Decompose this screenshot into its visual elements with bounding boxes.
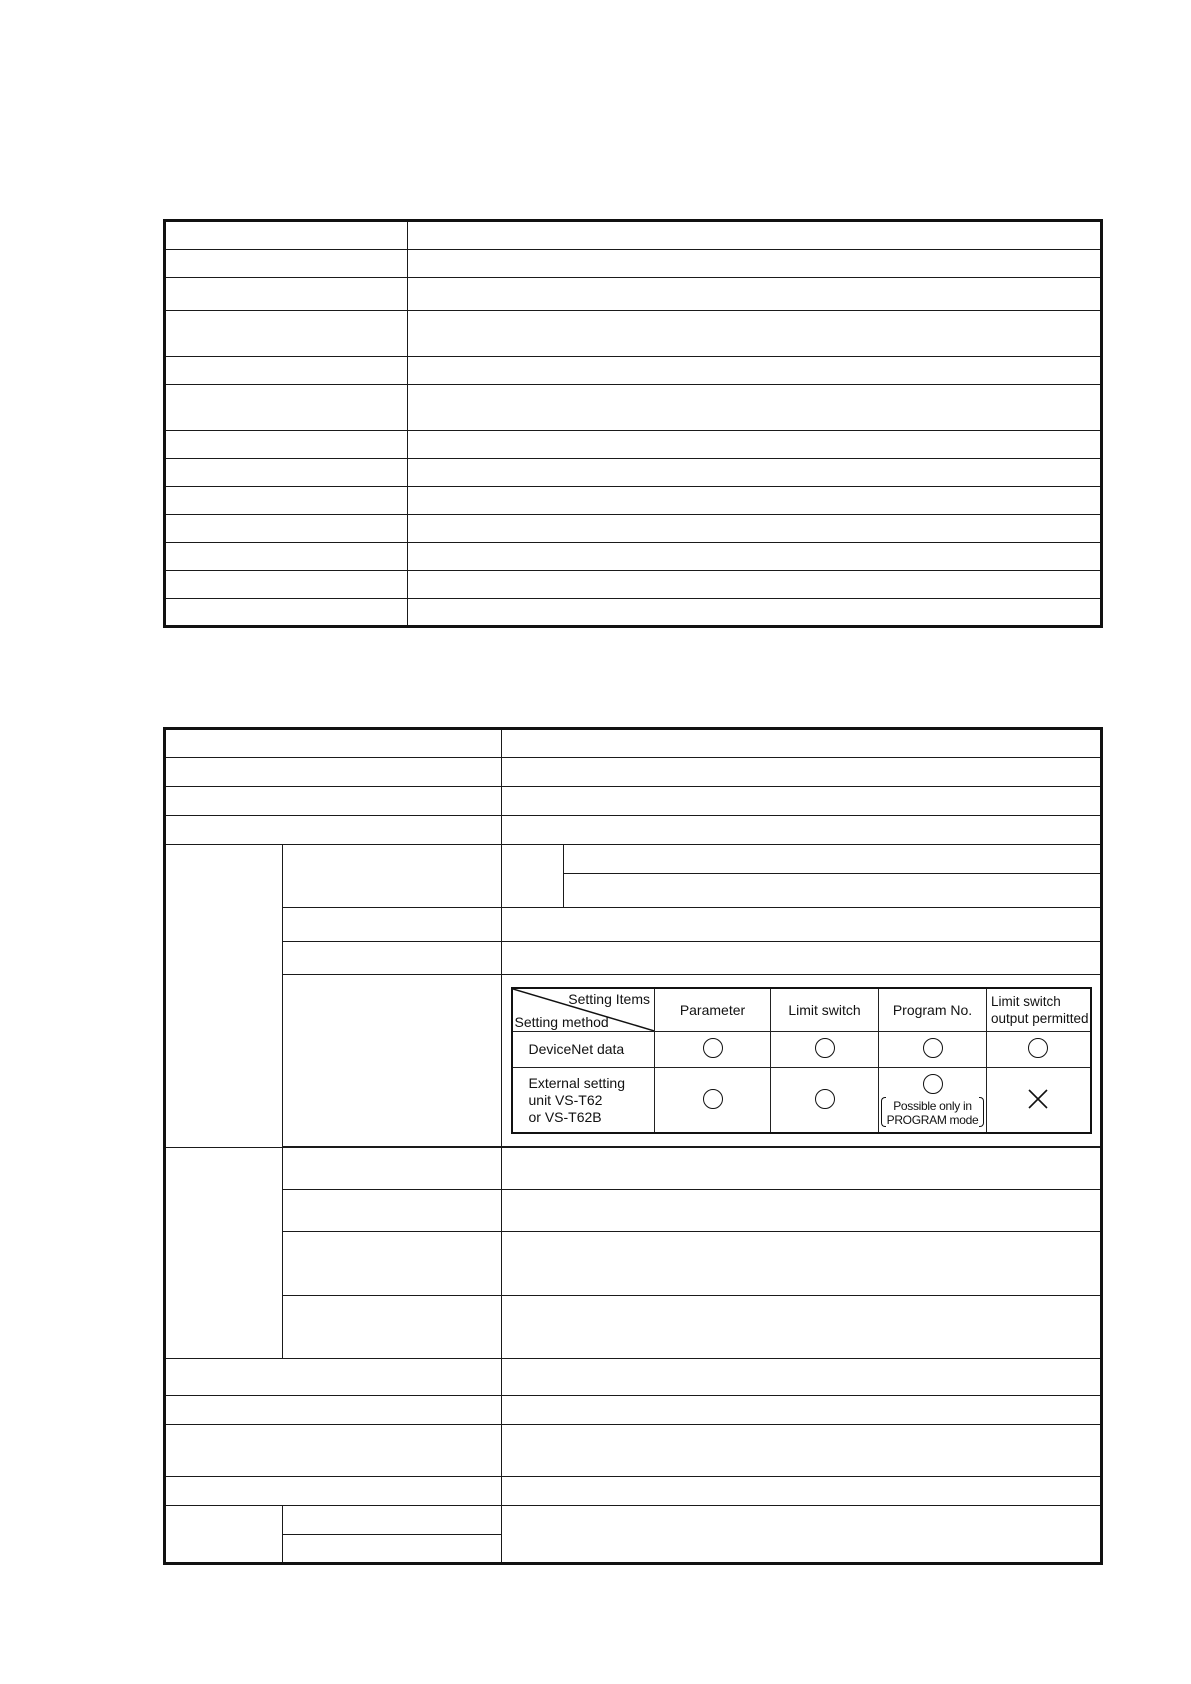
table-row	[165, 1296, 1102, 1359]
circle-icon	[923, 1074, 943, 1094]
table-row	[165, 431, 1102, 459]
table-row	[165, 942, 1102, 975]
corner-bottom-label: Setting method	[514, 1013, 609, 1030]
table-row	[165, 278, 1102, 311]
corner-top-label: Setting Items	[568, 990, 650, 1007]
matrix-header-row	[512, 988, 1091, 1032]
table-row	[165, 543, 1102, 571]
table-row	[165, 311, 1102, 357]
table-row	[165, 599, 1102, 627]
spec-table-2	[163, 727, 1103, 1565]
table-row	[165, 758, 1102, 787]
circle-icon	[703, 1038, 723, 1058]
col-header-limit-switch-output: Limit switch output permitted	[987, 988, 1091, 1032]
col-header-parameter: Parameter	[655, 988, 771, 1032]
table-row	[165, 385, 1102, 431]
table-row	[165, 459, 1102, 487]
circle-icon	[1028, 1038, 1048, 1058]
table-row	[165, 487, 1102, 515]
table-row	[165, 221, 1102, 250]
table-row	[165, 845, 1102, 874]
table-row	[165, 357, 1102, 385]
table-row	[165, 975, 1102, 1147]
circle-icon	[815, 1089, 835, 1109]
setting-matrix-cell	[502, 975, 1102, 1147]
table-row	[165, 1477, 1102, 1506]
table-row	[165, 787, 1102, 816]
circle-icon	[923, 1038, 943, 1058]
table-row	[165, 250, 1102, 278]
table-row	[165, 1396, 1102, 1425]
matrix-row-devicenet	[512, 1031, 1091, 1067]
circle-icon	[815, 1038, 835, 1058]
method-devicenet: DeviceNet data	[512, 1031, 655, 1067]
table-row	[165, 515, 1102, 543]
table-row	[165, 1190, 1102, 1232]
table-row	[165, 1425, 1102, 1477]
table-row	[165, 1359, 1102, 1396]
matrix-corner-cell	[512, 988, 655, 1032]
method-external-setting: External setting unit VS-T62 or VS-T62B	[512, 1067, 655, 1133]
table-row	[165, 571, 1102, 599]
circle-icon	[703, 1089, 723, 1109]
table-row	[165, 816, 1102, 845]
spec-table-1	[163, 219, 1103, 628]
table-row	[165, 1232, 1102, 1296]
setting-matrix	[511, 987, 1092, 1135]
table-row	[165, 1148, 1102, 1190]
table-row	[165, 908, 1102, 942]
program-mode-note: Possible only in PROGRAM mode	[881, 1097, 985, 1127]
col-header-limit-switch: Limit switch	[771, 988, 879, 1032]
matrix-row-external	[512, 1067, 1091, 1133]
col-header-program-no: Program No.	[879, 988, 987, 1032]
table-row	[165, 1506, 1102, 1535]
table-row	[165, 729, 1102, 758]
cross-icon	[1027, 1088, 1049, 1110]
